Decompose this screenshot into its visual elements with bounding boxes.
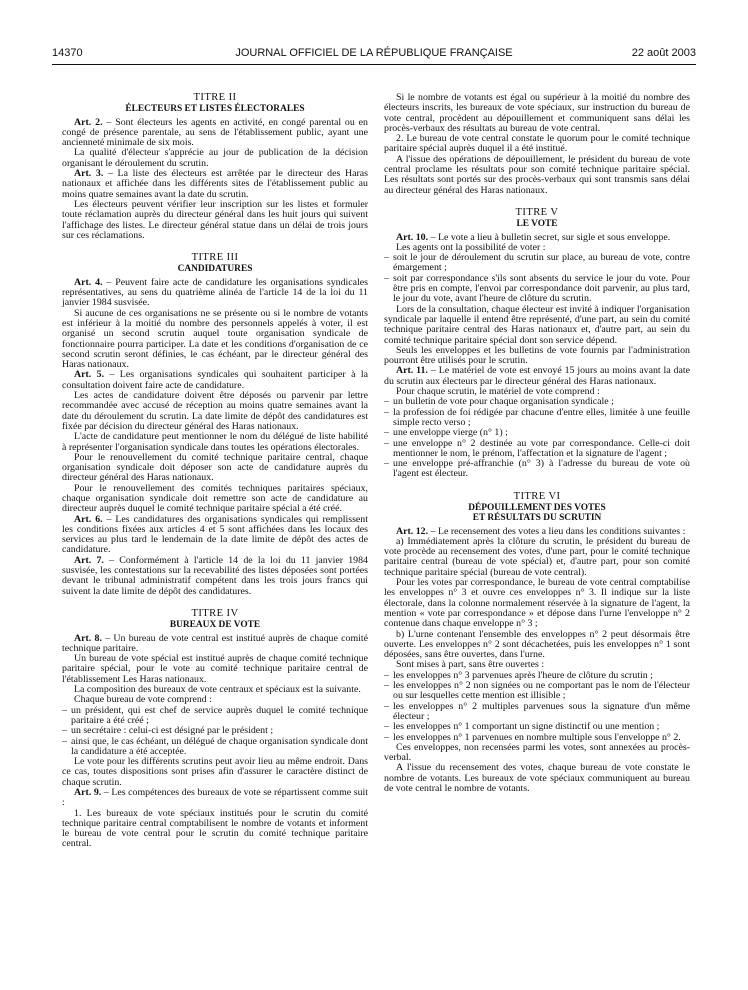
article-paragraph: Art. 2. – Sont électeurs les agents en activité, en congé parental ou en congé de présence parentale, au sens de l'établissement public, ayant une ancienneté minimale de six mois.: [62, 116, 368, 149]
article-label: Art. 4.: [74, 276, 103, 288]
titre-heading: TITRE III: [191, 252, 239, 264]
list-item: – soit par correspondance s'ils sont absents du service le jour du vote. Pour être pris en compte, l'envoi par correspondance doit parvenir, au plus tard, le jour du vote, avant l'heure de clôture du scrutin.: [384, 272, 690, 305]
dash-marker: –: [62, 725, 67, 737]
article-label: Art. 9.: [74, 787, 102, 798]
right-column: [384, 93, 690, 794]
article-paragraph: Art. 5. – Les organisations syndicales qui souhaitent participer à la consultation doivent faire acte de candidature.: [62, 369, 368, 391]
dash-marker: –: [62, 735, 67, 747]
paragraph: Chaque bureau de vote comprend :: [74, 694, 212, 706]
dash-marker: –: [384, 669, 389, 681]
list-item: – ainsi que, le cas échéant, un délégué de chaque organisation syndicale dont la candidature a été acceptée.: [62, 735, 368, 757]
list-item: – une enveloppe n° 2 destinée au vote par correspondance. Celle-ci doit mentionner le nom, le prénom, l'affectation et la signature de l'agent ;: [384, 437, 690, 459]
dash-marker: –: [384, 458, 389, 470]
paragraph: 2. Le bureau de vote central constate le quorum pour le comité technique paritaire spécial auprès duquel il a été institué.: [384, 133, 690, 155]
paragraph: La composition des bureaux de vote centraux et spéciaux est la suivante.: [74, 684, 361, 696]
dash-marker: –: [384, 700, 389, 712]
section-heading: ÉLECTEURS ET LISTES ÉLECTORALES: [125, 104, 305, 115]
list-item: – un bulletin de vote pour chaque organisation syndicale ;: [384, 396, 614, 408]
list-item: – les enveloppes n° 1 parvenues en nombre multiple sous l'enveloppe n° 2.: [384, 731, 681, 743]
titre-heading: TITRE II: [193, 92, 237, 103]
section-heading-line1: DÉPOUILLEMENT DES VOTES: [468, 502, 606, 513]
list-item: – un président, qui est chef de service auprès duquel le comité technique paritaire a été créé ;: [62, 704, 368, 726]
paragraph: L'acte de candidature peut mentionner le nom du délégué de liste habilité à représenter l'organisation syndicale dans toutes les opérations électorales.: [62, 431, 368, 453]
list-item: – les enveloppes n° 3 parvenues après l'heure de clôture du scrutin ;: [384, 669, 653, 681]
list-item: – un secrétaire : celui-ci est désigné par le président ;: [62, 725, 274, 737]
paragraph: b) L'urne contenant l'ensemble des enveloppes n° 2 peut désormais être ouverte. Les enveloppes n° 2 sont décachetées, puis les enveloppes n° 1 sont déposées, sans être ouvertes, dans l'urne.: [384, 628, 690, 661]
article-label: Art. 5.: [74, 369, 105, 381]
list-item: – la profession de foi rédigée par chacune d'entre elles, limitée à une feuille simple recto verso ;: [384, 406, 690, 428]
titre-heading: TITRE IV: [191, 607, 239, 619]
section-heading: LE VOTE: [516, 219, 558, 230]
paragraph: a) Immédiatement après la clôture du scrutin, le président du bureau de vote procède au recensement des votes, d'une part, pour le comité technique paritaire central (bureau de vote spécial) et, d'autre part, pour son comité technique paritaire spécial (bureau de vote central).: [384, 535, 690, 578]
paragraph: Les agents ont la possibilité de voter :: [396, 241, 546, 253]
publication-date: 22 août 2003: [631, 47, 696, 59]
list-item: – une enveloppe vierge (n° 1) ;: [384, 427, 508, 439]
paragraph: 1. Les bureaux de vote spéciaux institués pour le scrutin du comité technique paritaire central comptabilisent le nombre de votants et informent le bureau de vote central pour le scrutin du comité technique paritaire central.: [62, 807, 368, 850]
article-label: Art. 3.: [74, 168, 104, 180]
article-paragraph: Art. 3. – La liste des électeurs est arrêtée par le directeur des Haras nationaux et affichée dans les différents sites de l'établissement public au moins quatre semaines avant la date du scrutin.: [62, 168, 368, 200]
list-item: – une enveloppe pré-affranchie (n° 3) à l'adresse du bureau de vote où l'agent est électeur.: [384, 458, 690, 480]
article-paragraph: Art. 11. – Le matériel de vote est envoyé 15 jours au moins avant la date du scrutin aux électeurs par le directeur général des Haras nationaux.: [384, 365, 690, 387]
article-label: Art. 6.: [74, 513, 103, 525]
section-heading: [384, 503, 690, 524]
paragraph: A l'issue du recensement des votes, chaque bureau de vote constate le nombre de votants. Les bureaux de vote spéciaux communiquent au bureau de vote central le nombre de votants.: [384, 762, 690, 794]
article-label: Art. 2.: [74, 116, 103, 128]
article-paragraph: Art. 9. – Les compétences des bureaux de vote se répartissent comme suit :: [62, 787, 368, 809]
dash-marker: –: [384, 427, 389, 439]
paragraph: Un bureau de vote spécial est institué auprès de chaque comité technique paritaire spécial, pour le vote au comité technique paritaire central de l'établissement Les Haras nationaux.: [62, 653, 368, 685]
section-heading-line2: ET RÉSULTATS DU SCRUTIN: [472, 513, 602, 524]
paragraph: Pour les votes par correspondance, le bureau de vote central comptabilise les enveloppes n° 3 et ouvre ces enveloppes n° 3. Il indique sur la liste électorale, dans la colonne normalement réservée à la signature de l'agent, la mention « vote par correspondance » et dépose dans l'urne l'enveloppe n° 2 contenue dans chaque enveloppe n° 3 ;: [384, 577, 690, 630]
article-label: Art. 12.: [396, 525, 429, 537]
paragraph: La qualité d'électeur s'apprécie au jour de publication de la décision organisant le déroulement du scrutin.: [62, 147, 368, 169]
paragraph: Pour le renouvellement des comités techniques paritaires spéciaux, chaque organisation syndicale doit remettre son acte de candidature au directeur auprès duquel le comité technique paritaire spécial a été créé.: [62, 482, 368, 515]
article-paragraph: Art. 7. – Conformément à l'article 14 de la loi du 11 janvier 1984 susvisée, les contestations sur la recevabilité des listes déposées sont portées devant le tribunal administratif compétent dans les trois jours francs qui suivent la date limite de dépôt des candidatures.: [62, 554, 368, 597]
paragraph: A l'issue des opérations de dépouillement, le président du bureau de vote central proclame les résultats pour son comité technique paritaire spécial. Les résultats sont portés sur des procès-verbaux qui sont transmis sans délai au directeur général des Haras nationaux.: [384, 153, 690, 196]
dash-marker: –: [384, 406, 389, 418]
dash-marker: –: [384, 680, 389, 692]
article-paragraph: Art. 10. – Le vote a lieu à bulletin secret, sur sigle et sous enveloppe.: [396, 231, 671, 243]
left-column: [62, 93, 368, 850]
article-paragraph: Art. 12. – Le recensement des votes a lieu dans les conditions suivantes :: [396, 525, 686, 537]
paragraph: Les actes de candidature doivent être déposés ou parvenir par lettre recommandée avec accusé de réception au moins quatre semaines avant la date du déroulement du scrutin. La date limite de dépôt des candidatures est fixée par décision du directeur général des Haras nationaux.: [62, 390, 368, 432]
article-label: Art. 8.: [74, 632, 102, 644]
dash-marker: –: [384, 252, 389, 264]
paragraph: Lors de la consultation, chaque électeur est invité à indiquer l'organisation syndicale par laquelle il entend être représenté, d'une part, au sein du comité technique paritaire central des Haras nationaux et, d'autre part, au sein du comité technique paritaire spécial dont son service dépend.: [384, 303, 690, 346]
article-paragraph: Art. 4. – Peuvent faire acte de candidature les organisations syndicales représentatives, au sens du quatrième alinéa de l'article 14 de la loi du 11 janvier 1984 susvisée.: [62, 276, 368, 309]
paragraph: Seuls les enveloppes et les bulletins de vote fournis par l'administration pourront être utilisés pour le scrutin.: [384, 344, 690, 367]
titre-heading: TITRE V: [515, 206, 559, 218]
dash-marker: –: [384, 731, 389, 743]
list-item: – les enveloppes n° 2 multiples parvenues sous la signature d'un même électeur ;: [384, 700, 690, 722]
dash-marker: –: [384, 721, 389, 733]
list-item: – soit le jour de déroulement du scrutin sur place, au bureau de vote, contre émargement ;: [384, 252, 690, 274]
article-label: Art. 11.: [396, 365, 428, 377]
paragraph: Si le nombre de votants est égal ou supérieur à la moitié du nombre des électeurs inscrits, les bureaux de vote spéciaux, sur instruction du bureau de vote central, procèdent au dépouillement et communiquent sans délai les procès-verbaux des résultats au bureau de vote central.: [384, 92, 690, 134]
paragraph: Pour le renouvellement du comité technique paritaire central, chaque organisation syndicale doit déposer son acte de candidature auprès du directeur général des Haras nationaux.: [62, 451, 368, 484]
paragraph: Les électeurs peuvent vérifier leur inscription sur les listes et formuler toute réclamation auprès du directeur général dans les huit jours qui suivent l'affichage des listes. Le directeur général statue dans un délai de trois jours sur ces réclamations.: [62, 198, 368, 241]
paragraph: Si aucune de ces organisations ne se présente ou si le nombre de votants est inférieur à la moitié du nombre des personnels appelés à voter, il est organisé un second scrutin auquel toute organisation syndicale de fonctionnaire pourra participer. La date et les conditions d'organisation de ce second scrutin seront définies, le cas échéant, par le directeur général des Haras nationaux.: [62, 307, 368, 371]
header-rule: [52, 64, 696, 65]
list-item: – les enveloppes n° 1 comportant un signe distinctif ou une mention ;: [384, 721, 660, 733]
page-number: 14370: [52, 47, 83, 59]
paragraph: Pour chaque scrutin, le matériel de vote comprend :: [396, 386, 600, 398]
section-heading: CANDIDATURES: [177, 264, 253, 275]
article-paragraph: Art. 8. – Un bureau de vote central est institué auprès de chaque comité technique paritaire.: [62, 632, 368, 654]
page-header: [52, 47, 696, 63]
paragraph: Le vote pour les différents scrutins peut avoir lieu au même endroit. Dans ce cas, toutes dispositions sont prises afin d'assurer le caractère distinct de chaque scrutin.: [62, 756, 368, 788]
dash-marker: –: [62, 704, 67, 716]
article-label: Art. 10.: [396, 231, 429, 243]
titre-heading: TITRE VI: [513, 490, 561, 502]
paragraph: Sont mises à part, sans être ouvertes :: [396, 659, 545, 671]
paragraph: Ces enveloppes, non recensées parmi les votes, sont annexées au procès-verbal.: [384, 741, 690, 764]
article-paragraph: Art. 6. – Les candidatures des organisations syndicales qui remplissent les conditions fixées aux articles 4 et 5 sont affichées dans les locaux des services au plus tard le lendemain de la date limite de dépôt des actes de candidature.: [62, 513, 368, 556]
dash-marker: –: [384, 272, 389, 284]
dash-marker: –: [384, 396, 389, 408]
journal-title: JOURNAL OFFICIEL DE LA RÉPUBLIQUE FRANÇAISE: [235, 47, 513, 59]
dash-marker: –: [384, 437, 389, 449]
list-item: – les enveloppes n° 2 non signées ou ne comportant pas le nom de l'électeur ou sur lesquelles cette mention est illisible ;: [384, 680, 690, 702]
article-label: Art. 7.: [74, 554, 104, 566]
section-heading: BUREAUX DE VOTE: [169, 620, 261, 631]
